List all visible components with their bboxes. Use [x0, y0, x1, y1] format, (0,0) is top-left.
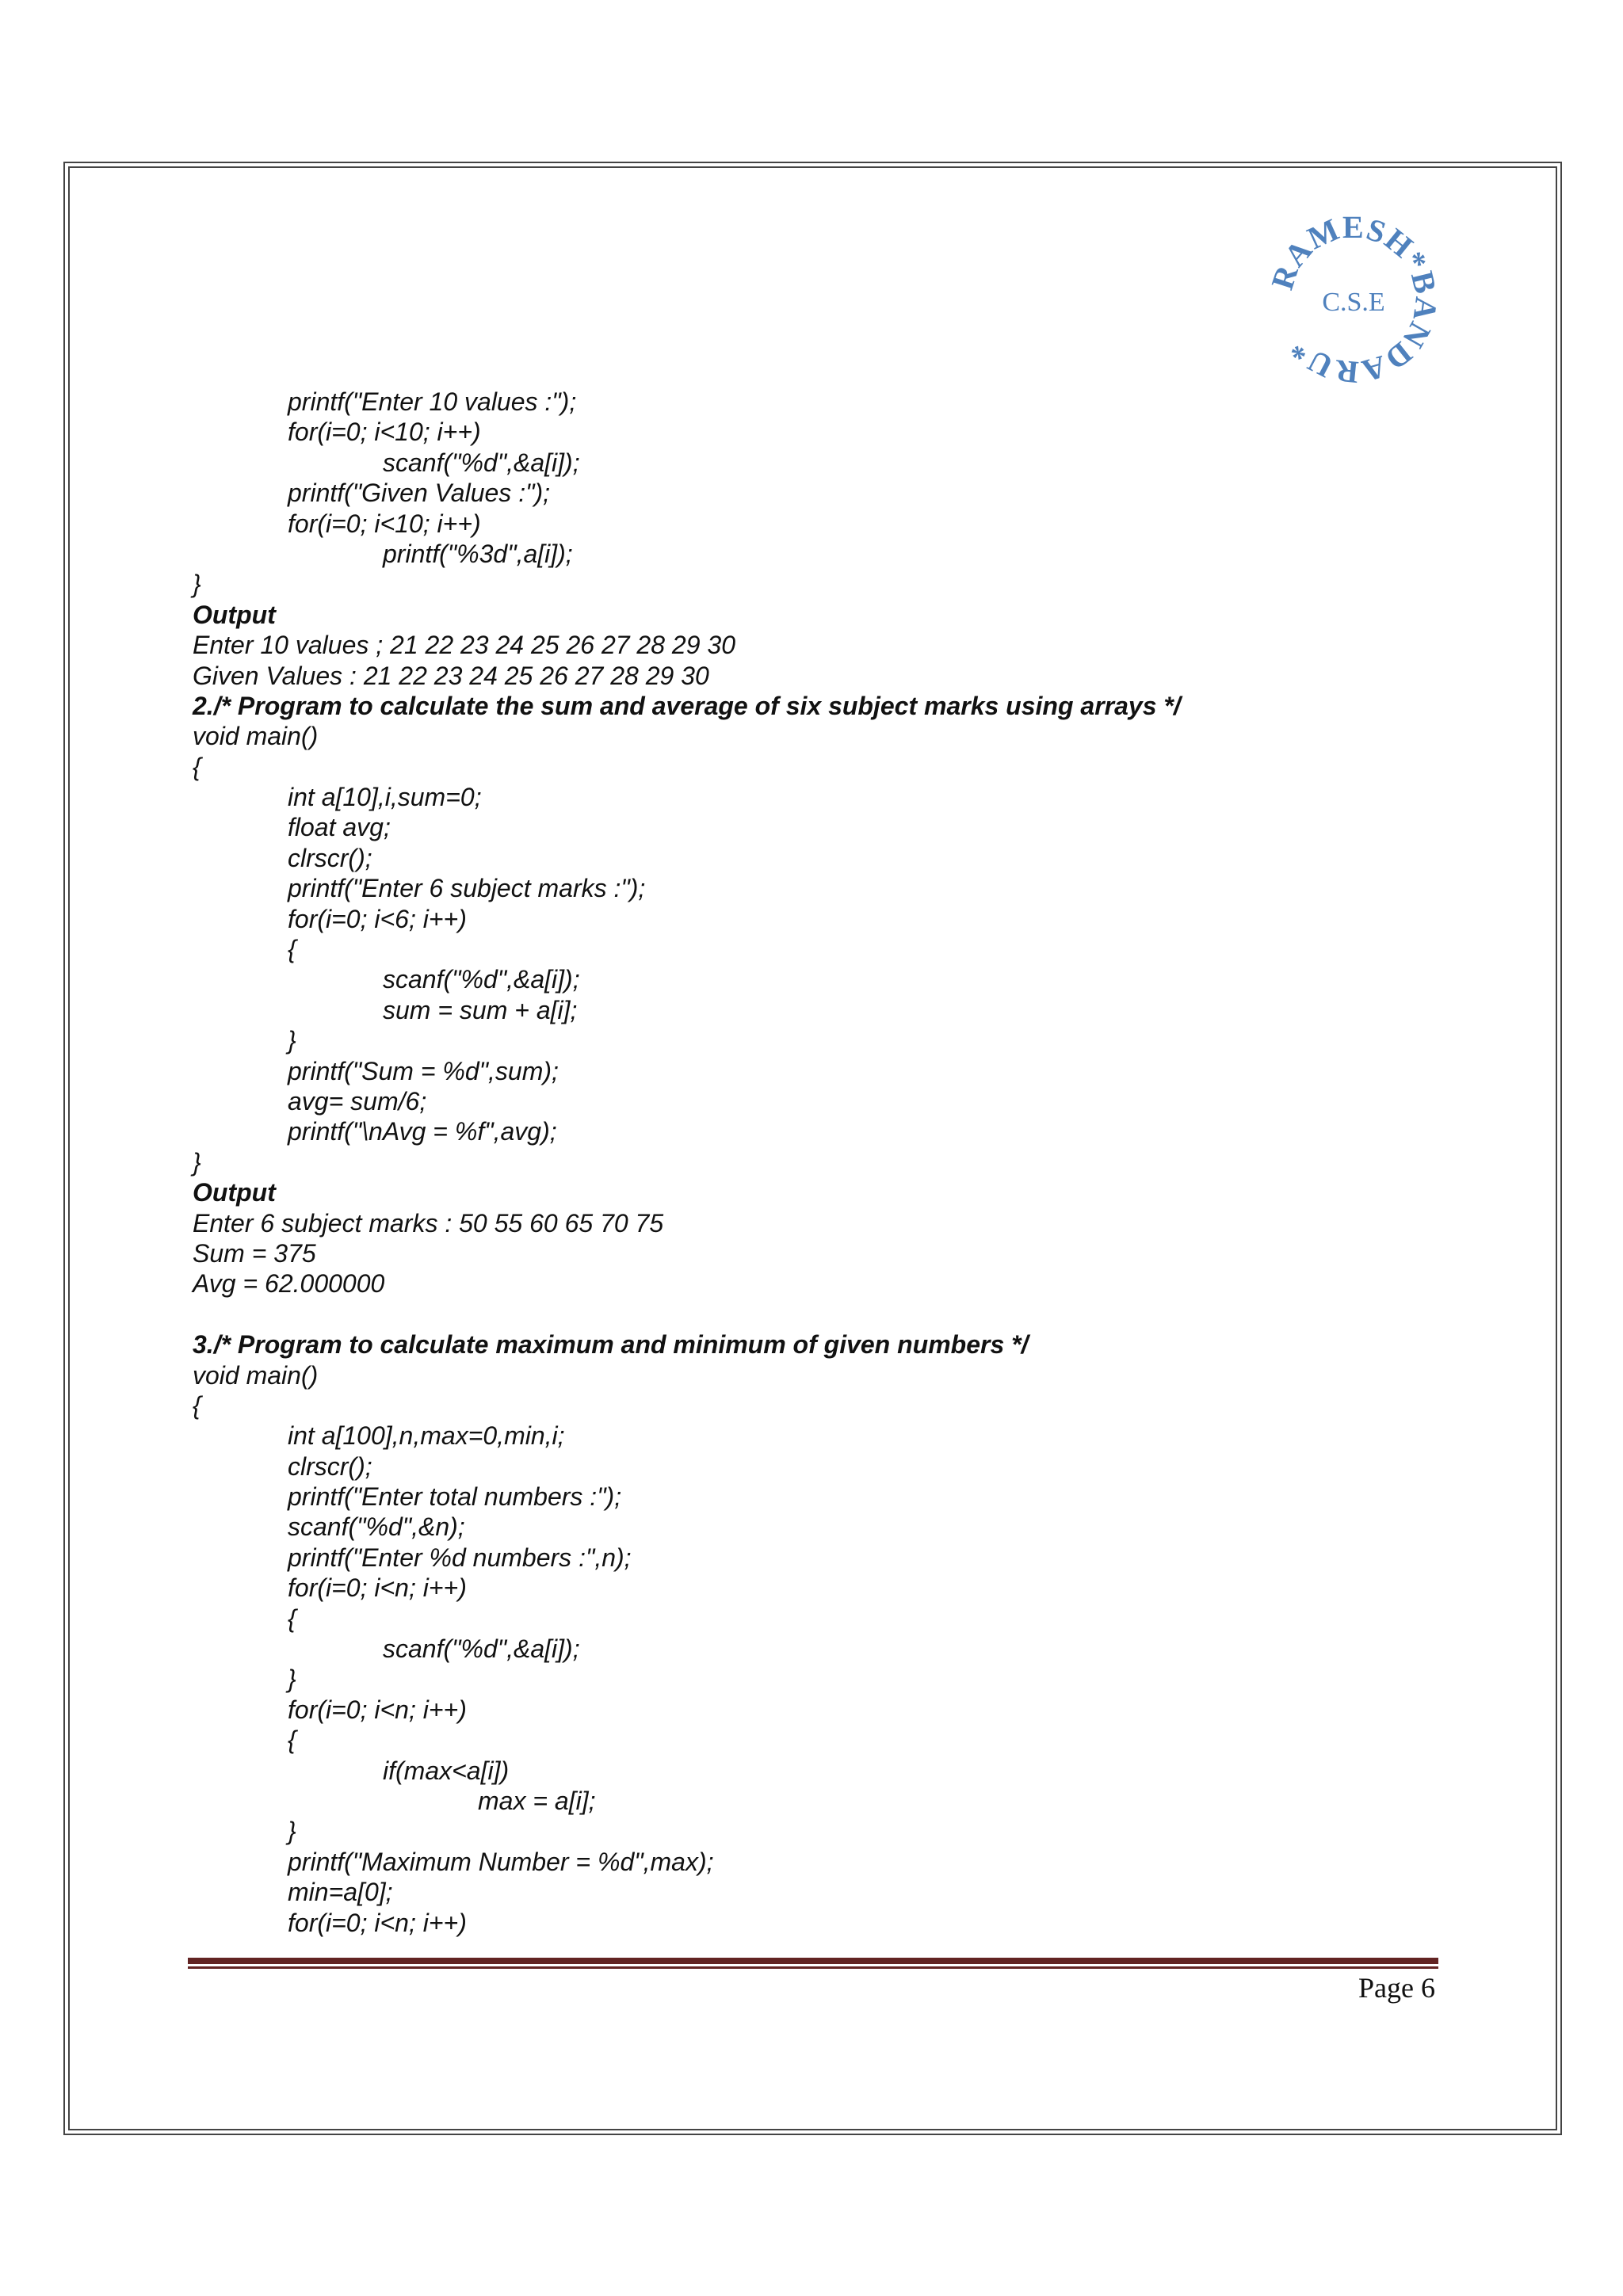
page-number: Page 6 [1358, 1972, 1435, 2004]
code-line: max = a[i]; [478, 1786, 596, 1815]
ramesh-bandaru-seal-logo [1258, 204, 1449, 395]
code-line: { [193, 752, 201, 781]
code-line: int a[100],n,max=0,min,i; [288, 1421, 565, 1451]
code-listing [193, 387, 1461, 1938]
code-line: } [288, 1817, 296, 1846]
code-line: } [193, 1147, 201, 1177]
code-line: void main() [193, 722, 319, 751]
code-line: scanf("%d",&a[i]); [383, 1634, 580, 1664]
code-line: { [288, 1604, 296, 1633]
code-line: clrscr(); [288, 1451, 372, 1481]
code-line: for(i=0; i<6; i++) [288, 904, 467, 933]
code-line: avg= sum/6; [288, 1086, 427, 1116]
seal-center-text: C.S.E [1322, 288, 1385, 317]
code-line: Given Values : 21 22 23 24 25 26 27 28 29 30 [193, 661, 709, 690]
code-line: sum = sum + a[i]; [383, 995, 578, 1024]
code-line: { [193, 1390, 201, 1420]
code-line: void main() [193, 1360, 319, 1390]
footer-rule-thick [188, 1958, 1438, 1964]
code-line: for(i=0; i<n; i++) [288, 1695, 467, 1724]
footer-rule-thin [188, 1966, 1438, 1969]
code-line: printf("Enter 6 subject marks :"); [288, 874, 646, 903]
code-line: printf("Sum = %d",sum); [288, 1056, 559, 1085]
code-line: printf("Given Values :"); [288, 479, 550, 508]
code-line: Sum = 375 [193, 1238, 316, 1268]
code-line: } [288, 1026, 296, 1055]
section-heading: 2./* Program to calculate the sum and average of six subject marks using arrays */ [193, 691, 1181, 720]
code-line: { [288, 1726, 296, 1755]
section-heading: 3./* Program to calculate maximum and minimum of given numbers */ [193, 1330, 1029, 1360]
code-line: { [288, 935, 296, 964]
code-line: for(i=0; i<n; i++) [288, 1573, 467, 1603]
code-line: scanf("%d",&n); [288, 1512, 465, 1542]
code-line: scanf("%d",&a[i]); [383, 965, 580, 994]
code-line: printf("Enter total numbers :"); [288, 1482, 622, 1512]
section-heading: Output [193, 600, 276, 629]
code-line: scanf("%d",&a[i]); [383, 448, 580, 477]
code-line: } [193, 570, 201, 599]
code-line: printf("Maximum Number = %d",max); [288, 1847, 714, 1876]
seal-ring-text: RAMESH*BANDARU* [1264, 208, 1445, 391]
code-line: printf("Enter 10 values :"); [288, 387, 577, 416]
code-line: Avg = 62.000000 [193, 1269, 385, 1299]
code-line: for(i=0; i<10; i++) [288, 509, 481, 538]
code-line: } [288, 1665, 296, 1694]
section-heading: Output [193, 1178, 276, 1207]
code-line: int a[10],i,sum=0; [288, 783, 482, 812]
code-line: clrscr(); [288, 843, 372, 872]
code-line: Enter 10 values ; 21 22 23 24 25 26 27 28 29 30 [193, 631, 735, 660]
code-line: printf("%3d",a[i]); [383, 539, 573, 568]
code-line: for(i=0; i<10; i++) [288, 418, 481, 447]
code-line: Enter 6 subject marks : 50 55 60 65 70 75 [193, 1208, 664, 1238]
code-line: if(max<a[i]) [383, 1756, 510, 1785]
code-line: for(i=0; i<n; i++) [288, 1908, 467, 1937]
code-line: printf("Enter %d numbers :",n); [288, 1543, 632, 1572]
code-line: printf("\nAvg = %f",avg); [288, 1117, 557, 1146]
code-line: float avg; [288, 813, 391, 842]
code-line [193, 1299, 1461, 1329]
code-line: min=a[0]; [288, 1878, 393, 1907]
